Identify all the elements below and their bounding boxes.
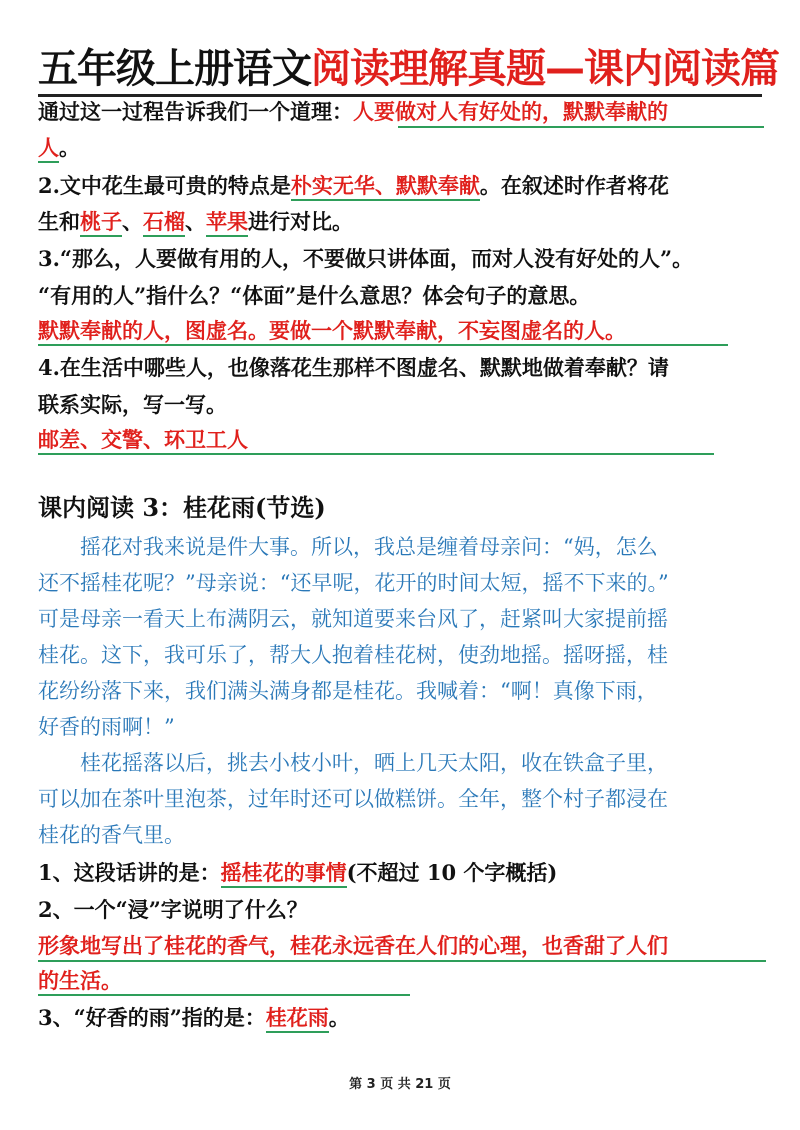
passage-line: 花纷纷落下来，我们满头满身都是桂花。我喊着：“啊！真像下雨，: [38, 679, 658, 703]
page-number: 第 3 页 共 21 页: [349, 1077, 451, 1092]
passage-line: 桂花。这下，我可乐了，帮大人抱着桂花树，使劲地摇。摇呀摇，桂: [38, 643, 668, 667]
q2-line-2: [38, 204, 763, 240]
q4-answer: 邮差、交警、环卫工人: [38, 427, 248, 452]
passage-line: 还不摇桂花呢？”母亲说：“还早呢，花开的时间太短，摇不下来的。”: [38, 571, 669, 595]
p2-answer-underline: [38, 960, 766, 962]
passage-line: 好香的雨啊！”: [38, 715, 175, 739]
q1-answer-b: 人: [38, 135, 59, 163]
q2-answer-trait: 朴实无华、默默奉献: [291, 173, 480, 201]
q2-line-1: [38, 168, 763, 204]
q1-lead: 通过这一过程告诉我们一个道理：: [38, 99, 353, 124]
p1-line: [38, 855, 763, 891]
q2-text-c: 生和: [38, 209, 80, 234]
p3-lead: 3、“好香的雨”指的是：: [38, 1005, 266, 1030]
q3-answer: 默默奉献的人，图虚名。要做一个默默奉献，不妄图虚名的人。: [38, 318, 626, 343]
passage-line: 桂花摇落以后，挑去小枝小叶，晒上几天太阳，收在铁盒子里，: [38, 751, 668, 775]
passage-line: 桂花的香气里。: [38, 823, 185, 847]
p3-line: [38, 1000, 763, 1036]
p3-answer: 桂花雨: [266, 1005, 329, 1033]
q3-question-line-2: “有用的人”指什么？“体面”是什么意思？体会句子的意思。: [38, 283, 591, 308]
passage-line: 可是母亲一看天上布满阴云，就知道要来台风了，赶紧叫大家提前摇: [38, 607, 668, 631]
q4-question-line-2: 联系实际，写一写。: [38, 392, 227, 417]
q3-question-line-1: 3.“那么，人要做有用的人，不要做只讲体面，而对人没有好处的人”。: [38, 246, 694, 271]
p1-tail: (不超过 10 个字概括): [346, 860, 558, 885]
title-grade: 五年级上册语文: [38, 46, 311, 92]
q3-answer-underline: [38, 344, 728, 346]
q2-answer-peach: 桃子: [80, 209, 122, 237]
q2-text-d: 进行对比。: [248, 209, 353, 234]
p2-answer-line-2: 的生活。: [38, 968, 122, 993]
passage-line: 摇花对我来说是件大事。所以，我总是缠着母亲问：“妈，怎么: [38, 535, 658, 559]
q2-sep-1: 、: [122, 209, 143, 234]
q1-answer-underline: [398, 126, 764, 128]
q1-line-2: [38, 130, 763, 166]
q2-answer-apple: 苹果: [206, 209, 248, 237]
title-topic: 阅读理解真题—课内阅读篇: [311, 46, 779, 92]
q4-question-line-1: 4.在生活中哪些人，也像落花生那样不图虚名、默默地做着奉献？请: [38, 355, 669, 380]
q1-end: 。: [59, 135, 80, 160]
p2-answer-underline-2: [38, 994, 410, 996]
q1-answer-a: 人要做对人有好处的，默默奉献的: [353, 99, 668, 124]
p2-question: 2、一个“浸”字说明了什么？: [38, 897, 308, 922]
p3-end: 。: [328, 1005, 350, 1030]
page-title: [38, 42, 779, 96]
q2-sep-2: 、: [185, 209, 206, 234]
q4-answer-underline: [38, 453, 714, 455]
q2-text-b: 。在叙述时作者将花: [479, 173, 669, 198]
section-heading: 课内阅读 3：桂花雨(节选): [38, 493, 326, 522]
p1-answer: 摇桂花的事情: [221, 860, 347, 888]
q1-line: [38, 94, 763, 130]
q2-answer-pomegranate: 石榴: [143, 209, 185, 237]
q2-text-a: 2.文中花生最可贵的特点是: [38, 173, 291, 198]
p2-answer-line-1: 形象地写出了桂花的香气，桂花永远香在人们的心理，也香甜了人们: [38, 933, 668, 958]
p1-lead: 1、这段话讲的是：: [38, 860, 221, 885]
passage-line: 可以加在茶叶里泡茶，过年时还可以做糕饼。全年，整个村子都浸在: [38, 787, 668, 811]
